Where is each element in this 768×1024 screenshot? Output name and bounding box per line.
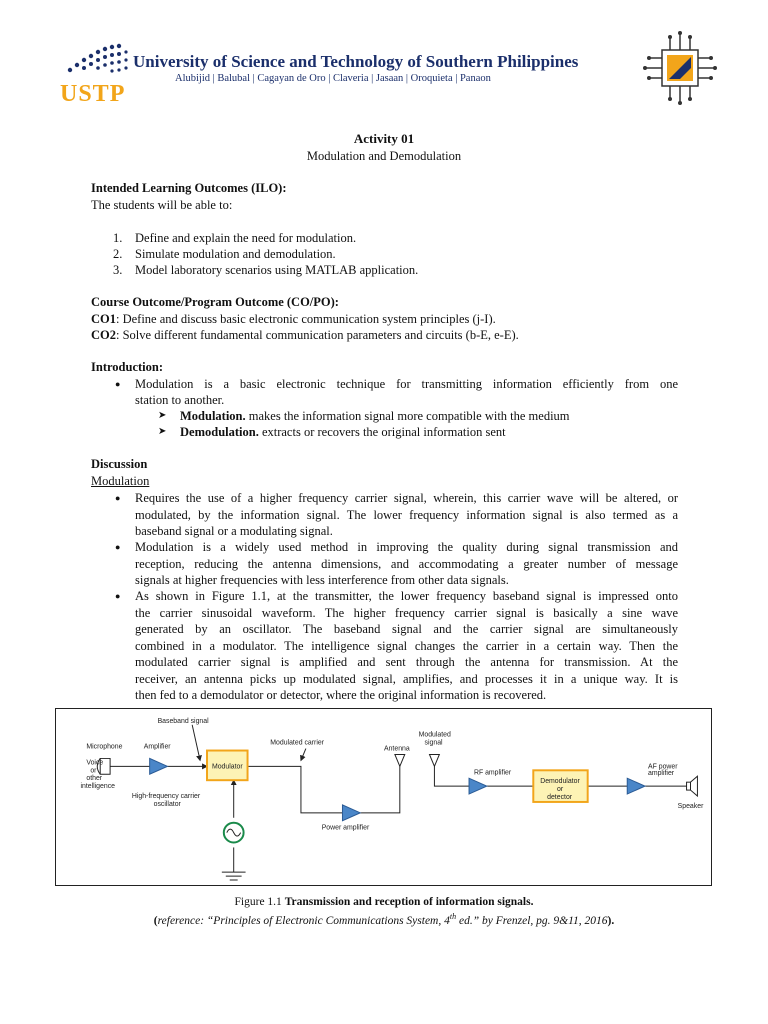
discussion-paragraph — [135, 588, 678, 704]
label-microphone: Microphone — [86, 743, 123, 751]
intro-bullet-line: Modulation is a basic electronic technique for transmitting information efficiently from one — [135, 377, 678, 391]
ilo-heading: Intended Learning Outcomes (ILO): — [91, 181, 287, 195]
bullet-icon: ● — [115, 542, 121, 552]
demodulation-text: extracts or recovers the original information sent — [258, 425, 506, 439]
ilo-item-text: Simulate modulation and demodulation. — [135, 247, 336, 261]
label-hf-oscillator: oscillator — [153, 800, 181, 808]
ilo-item-number: 3. — [113, 263, 123, 277]
modulation-definition — [180, 408, 570, 425]
modulation-subheading: Modulation — [91, 474, 150, 488]
intro-bullet-line: station to another. — [135, 393, 225, 407]
paragraph-line: As shown in Figure 1.1, at the transmitter, the lower frequency baseband signal is impressed onto — [135, 589, 678, 603]
co2-line — [91, 327, 519, 344]
ustp-logo — [60, 38, 132, 107]
paragraph-line: Requires the use of a higher frequency carrier signal, wherein, this carrier wave will be altered, or — [135, 491, 678, 505]
label-detector: detector — [547, 793, 573, 801]
paragraph-line: modulated, by the information signal. The lower frequency information signal is also termed as a — [135, 507, 678, 522]
caption-title: Transmission and reception of information signals. — [284, 896, 534, 908]
modulation-label: Modulation. — [180, 409, 246, 423]
ilo-item-text: Define and explain the need for modulation. — [135, 231, 357, 245]
label-speaker: Speaker — [677, 802, 704, 810]
demodulation-definition — [180, 424, 506, 441]
discussion-paragraph — [135, 539, 678, 589]
paragraph-line: combined in a modulator. The intelligence signal changes the carrier in a certain way. Then the — [135, 638, 678, 653]
arrow-bullet-icon: ➤ — [158, 426, 167, 437]
bullet-icon: ● — [115, 493, 121, 503]
reference-word: reference — [157, 914, 201, 927]
ilo-item-number: 2. — [113, 247, 123, 261]
paragraph-line: the carrier sinusoidal waveform. The higher frequency carrier signal is basically a sine wave — [135, 605, 678, 620]
arrow-bullet-icon: ➤ — [158, 410, 167, 421]
activity-subtitle: Modulation and Demodulation — [306, 149, 462, 163]
label-baseband: Baseband signal — [157, 717, 209, 725]
campus-list: Alubijid | Balubal | Cagayan de Oro | Claveria | Jasaan | Oroquieta | Panaon — [175, 73, 491, 84]
ilo-item-text: Model laboratory scenarios using MATLAB application. — [135, 263, 419, 277]
paragraph-line: reception, reducing the antenna dimensions, and accommodating a greater number of message — [135, 556, 678, 571]
ilo-intro: The students will be able to: — [91, 198, 233, 212]
paragraph-line: Modulation is a widely used method in improving the quality during signal transmission and — [135, 540, 678, 554]
ilo-item — [113, 246, 122, 263]
discussion-heading: Discussion — [91, 457, 148, 471]
figure-reference — [0, 912, 768, 927]
label-voice-other: other — [86, 775, 103, 783]
ilo-item — [113, 262, 122, 279]
logo-text: USTP — [60, 81, 126, 107]
figure-transmission-diagram — [55, 708, 712, 886]
reference-close: ). — [607, 914, 615, 927]
label-rf-amplifier: RF amplifier — [473, 769, 512, 777]
introduction-heading: Introduction: — [91, 360, 164, 374]
paragraph-line: modulated carrier signal is amplified and sent through the antenna for transmission. At the — [135, 655, 678, 669]
activity-title: Activity 01 — [353, 131, 415, 146]
demodulation-label: Demodulation. — [180, 425, 259, 439]
figure-caption — [0, 896, 768, 908]
reference-text: : “Principles of Electronic Communications System, 4 — [200, 914, 450, 927]
label-voice: Voice — [86, 759, 104, 767]
label-af-amplifier: amplifier — [647, 770, 675, 778]
label-modulator: Modulator — [211, 763, 243, 771]
discussion-paragraph — [135, 490, 678, 540]
bullet-icon: ● — [115, 591, 121, 601]
paragraph-line: then fed to a demodulator or detector, where the original information is recovered. — [135, 688, 547, 702]
paragraph-line: baseband signal or a modulating signal. — [135, 524, 333, 538]
label-antenna: Antenna — [383, 745, 410, 753]
paragraph-line: receiver, an antenna picks up modulated signal, amplifies, and processes it in a unique way. It is — [135, 671, 678, 686]
co1-label: CO1 — [91, 312, 116, 326]
modulation-text: makes the information signal more compatible with the medium — [245, 409, 570, 423]
co1-text: : Define and discuss basic electronic communication system principles (j-I). — [116, 312, 496, 326]
label-modulated-signal-2: signal — [424, 739, 443, 747]
copo-heading: Course Outcome/Program Outcome (CO/PO): — [91, 295, 339, 309]
reference-open: ( — [153, 914, 158, 927]
label-demodulator: Demodulator — [540, 778, 580, 786]
label-modulated-signal: Modulated — [418, 731, 451, 739]
label-power-amplifier: Power amplifier — [321, 824, 370, 832]
label-modulated-carrier: Modulated carrier — [270, 739, 325, 747]
label-voice-intelligence: intelligence — [80, 783, 116, 791]
reference-superscript: th — [449, 912, 457, 921]
caption-prefix: Figure 1.1 — [234, 896, 285, 908]
paragraph-line: signals at higher frequencies with less interference from other data signals. — [135, 573, 509, 587]
label-hf-carrier: High-frequency carrier — [131, 792, 201, 800]
label-voice-or: or — [90, 767, 97, 775]
logo-dots-icon — [60, 38, 132, 82]
label-af-power: AF power — [647, 763, 678, 771]
university-name: University of Science and Technology of Southern Philippines — [133, 52, 579, 71]
reference-rest: ed.” by Frenzel, pg. 9&11, 2016 — [456, 914, 608, 927]
label-demodulator-or: or — [557, 786, 564, 794]
ilo-item — [113, 230, 122, 247]
circuit-seal-icon — [640, 28, 720, 108]
co2-text: : Solve different fundamental communication parameters and circuits (b-E, e-E). — [116, 328, 519, 342]
ilo-item-number: 1. — [113, 231, 123, 245]
co1-line — [91, 311, 496, 328]
paragraph-line: generated by an oscillator. The baseband signal and the carrier signal are simultaneously — [135, 622, 678, 636]
label-amplifier: Amplifier — [143, 743, 171, 751]
co2-label: CO2 — [91, 328, 116, 342]
bullet-icon: ● — [115, 379, 121, 389]
